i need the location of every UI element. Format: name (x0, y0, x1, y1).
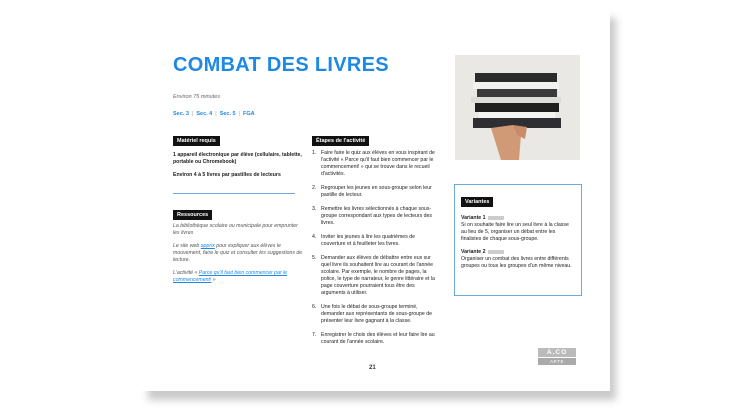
variantes-body (461, 215, 575, 276)
materiel-item: Environ 4 à 5 livres par pastilles de lecteurs (173, 172, 281, 178)
step-item: 7. Enregistrer le choix des élèves et leur faire lire au courant de l'année scolaire. (312, 332, 435, 345)
level-tag: Sec. 4 (196, 111, 213, 117)
rating-icon (488, 216, 504, 220)
ressource-item: L'activité « Parce qu'il faut bien commencer par le commencement! » (173, 270, 288, 283)
document-page (140, 8, 610, 391)
materiel-list (173, 152, 303, 185)
level-tag: FGA (243, 111, 255, 117)
rating-icon (488, 250, 504, 254)
variante-2-title: Variante 2 (461, 249, 575, 256)
apprix-link[interactable]: apprix (200, 243, 215, 249)
materiel-item: 1 appareil électronique par élève (cellulaire, tablette, portable ou Chromebook) (173, 152, 302, 165)
duration-text: Environ 75 minutes (173, 94, 221, 100)
step-item: 4. Inviter les jeunes à lire les quatrièmes de couverture et à feuilleter les livres. (312, 234, 415, 247)
variantes-heading: Variantes (461, 197, 493, 207)
logo: A.CO ARTE (538, 348, 576, 368)
ressources-list (173, 223, 303, 290)
page-title: COMBAT DES LIVRES (173, 54, 389, 76)
variante-2-text: Organiser un combat des livres entre différents groupes ou tous les groupes d'un même niveau. (461, 256, 572, 269)
levels-list: Sec. 3 | Sec. 4 | Sec. 5 | FGA (173, 111, 255, 117)
divider (173, 193, 295, 194)
step-item: 2. Regrouper les jeunes en sous-groupe selon leur pastille de lecteur. (312, 185, 432, 198)
variante-1-title: Variante 1 (461, 215, 575, 222)
step-item: 3. Remettre les livres sélectionnés à chaque sous-groupe correspondant aux types de lecteurs des livres. (312, 206, 433, 226)
ressources-heading: Ressources (173, 210, 212, 220)
ressource-item: Le site web apprix pour expliquer aux élèves le mouvement, faire le quiz et consulter les suggestions de lecture. (173, 243, 303, 263)
etapes-heading: Étapes de l'activité (312, 136, 369, 146)
step-item: 6. Une fois le débat de sous-groupe terminé, demander aux représentants de sous-groupe de présenter leur livre gagnant à la classe. (312, 304, 433, 324)
variantes-box (454, 184, 582, 296)
level-tag: Sec. 3 (173, 111, 189, 117)
books-photo (455, 55, 580, 160)
activity-link[interactable]: Parce qu'il faut bien commencer par le commencement! (173, 270, 288, 283)
etapes-list (312, 150, 437, 353)
step-item: 1. Faire faire le quiz aux élèves en vous inspirant de l'activité « Parce qu'il faut bien commencer par le commencement! » qui se trouve dans le recueil d'activités. (312, 150, 435, 177)
page-number: 21 (369, 365, 376, 371)
variante-1-text: Si on souhaite faire lire un seul livre à la classe au lieu de 5, organiser un débat entre les finalistes de chaque sous-groupe. (461, 222, 569, 242)
level-tag: Sec. 5 (219, 111, 236, 117)
materiel-heading: Matériel requis (173, 136, 220, 146)
step-item: 5. Demander aux élèves de débattre entre eux sur quel livre ils souhaitent lire au courant de l'année scolaire. Par exemple, le nombre de pages, la police, le type de narrateur, le genre littéraire et la page couverture pourraient tous être des arguments à utiliser. (312, 255, 435, 296)
ressource-item: La bibliothèque scolaire ou municipale pour emprunter les livres (173, 223, 298, 236)
